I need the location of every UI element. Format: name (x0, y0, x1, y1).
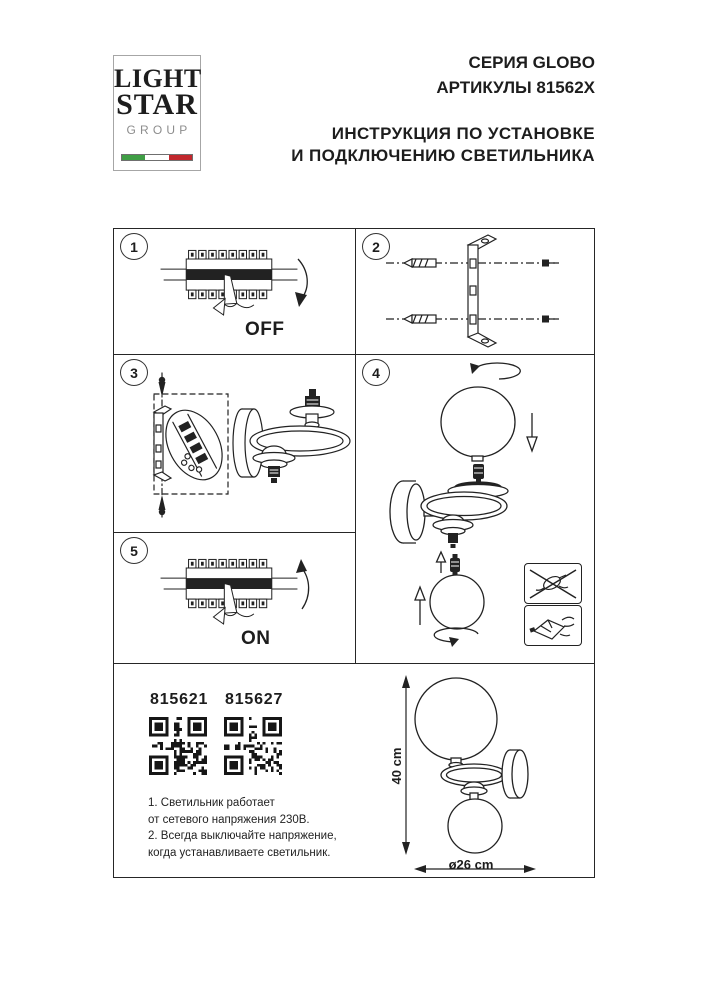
note-line-4: когда устанавливаете светильник. (148, 846, 331, 859)
wall-bracket-diagram (356, 229, 593, 354)
step-panel-5 (114, 533, 355, 663)
articles-label: АРТИКУЛЫ 81562X (436, 78, 595, 97)
instruction-title-line1: ИНСТРУКЦИЯ ПО УСТАНОВКЕ (331, 124, 595, 143)
logo-word-group: GROUP (126, 123, 192, 137)
instruction-title-line2: И ПОДКЛЮЧЕНИЮ СВЕТИЛЬНИКА (291, 146, 595, 165)
logo-word-light: LIGHT (114, 64, 202, 93)
logo-word-star: STAR (116, 88, 198, 121)
height-dimension-label: 40 cm (389, 747, 404, 785)
hold-with-cloth-icon (526, 607, 580, 644)
step-number-2: 2 (362, 233, 390, 260)
step-number-4: 4 (362, 359, 390, 386)
qr-code-article-1 (149, 717, 207, 775)
article-number-2: 815627 (225, 691, 284, 708)
italian-flag-stripe (121, 154, 193, 161)
on-label: ON (241, 628, 271, 649)
step-number-3: 3 (120, 359, 148, 386)
note-line-1: 1. Светильник работает (148, 797, 275, 809)
no-touch-bulb-warning (524, 563, 582, 604)
step-panel-1 (114, 229, 355, 354)
series-label: СЕРИЯ GLOBO (468, 53, 595, 72)
step-panel-3 (114, 355, 355, 532)
off-label: OFF (245, 319, 285, 340)
note-line-3: 2. Всегда выключайте напряжение, (148, 830, 337, 842)
breaker-off-diagram (114, 229, 355, 354)
instruction-title (291, 123, 595, 167)
step-panel-4 (356, 355, 593, 663)
bottom-info-panel (114, 664, 593, 876)
qr-code-article-2 (224, 717, 282, 775)
article-number-1: 815621 (150, 691, 209, 708)
breaker-on-diagram (114, 533, 355, 663)
installation-notes (148, 795, 337, 861)
step-number-5: 5 (120, 537, 148, 564)
note-line-2: от сетевого напряжения 230В. (148, 813, 310, 826)
step-number-1: 1 (120, 233, 148, 260)
step-panel-2 (356, 229, 593, 354)
header-text (291, 52, 595, 167)
lightstar-logo (113, 55, 201, 171)
diameter-dimension-label: ø26 cm (448, 857, 494, 872)
no-touch-bulb-icon (526, 565, 580, 602)
instructions-grid (113, 228, 595, 878)
use-cloth-warning (524, 605, 582, 646)
mount-assembly-diagram (114, 355, 355, 532)
dimensions-diagram (376, 664, 591, 876)
